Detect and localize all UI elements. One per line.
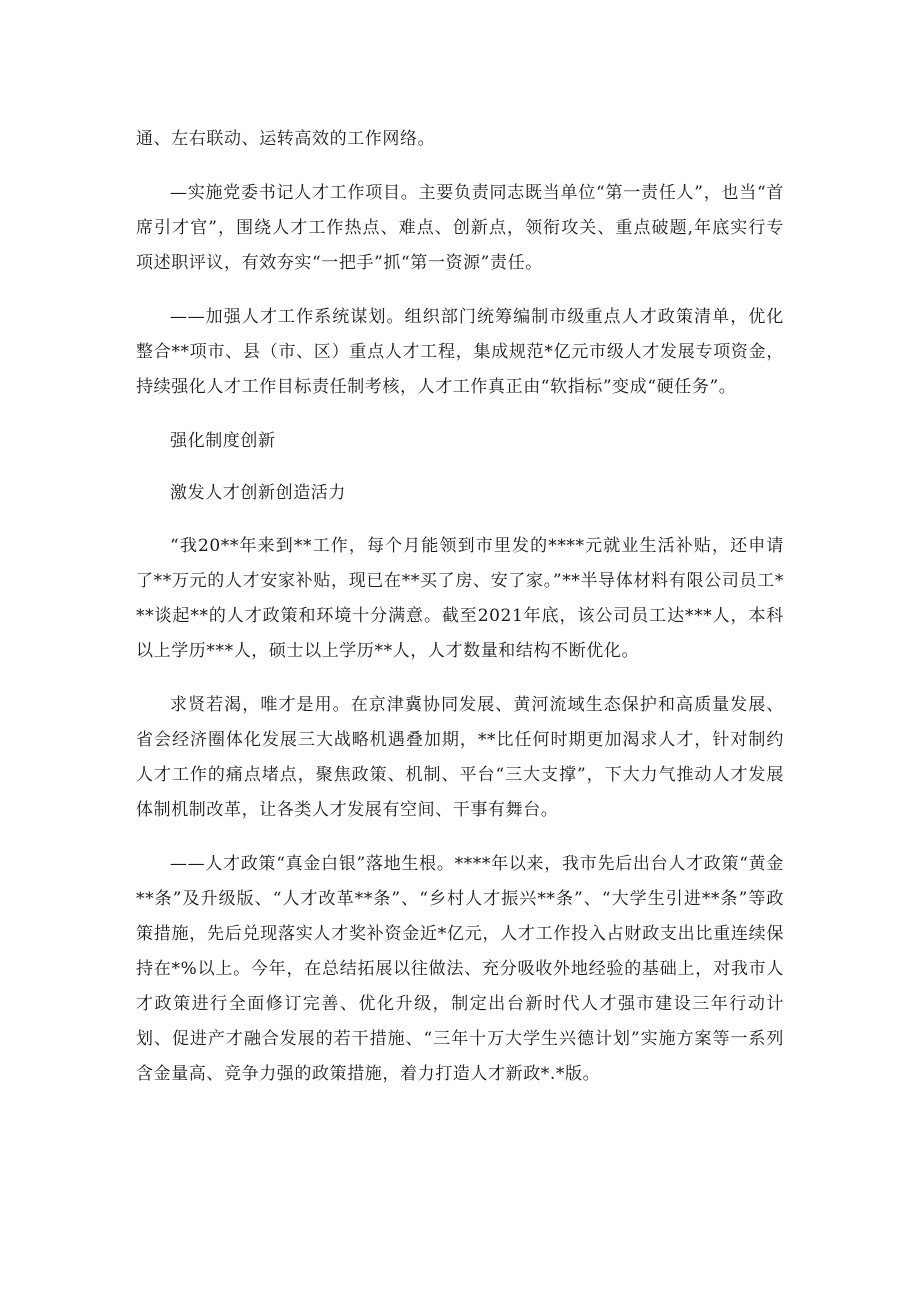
paragraph-party-secretary-project: —实施党委书记人才工作项目。主要负责同志既当单位“第一责任人”，也当“首席引才官”，围绕人才工作热点、难点、创新点，领衔攻关、重点破题,年底实行专项述职评议，有效夯实“一把手”抓“第一资源”责任。 xyxy=(136,183,784,273)
paragraph-talent-planning: ——加强人才工作系统谋划。组织部门统筹编制市级重点人才政策清单，优化整合**项市、县（市、区）重点人才工程，集成规范*亿元市级人才发展专项资金，持续强化人才工作目标责任制考核，人才工作真正由“软指标”变成“硬任务”。 xyxy=(136,307,784,397)
paragraph-employee-quote: “我20**年来到**工作，每个月能领到市里发的****元就业生活补贴，还申请了**万元的人才安家补贴，现已在**买了房、安了家。”**半导体材料有限公司员工***谈起**的人才政策和环境十分满意。截至2021年底，该公司员工达***人，本科以上学历***人，硕士以上学历**人，人才数量和结构不断优化。 xyxy=(136,536,784,661)
paragraph-talent-demand: 求贤若渴，唯才是用。在京津冀协同发展、黄河流域生态保护和高质量发展、省会经济圈体化发展三大战略机遇叠加期，**比任何时期更加渴求人才，针对制约人才工作的痛点堵点，聚焦政策、机制、平台“三大支撑”，下大力气推动人才发展体制机制改革，让各类人才发展有空间、干事有舞台。 xyxy=(136,695,784,820)
document-page xyxy=(136,122,784,1092)
paragraph-talent-policy: ——人才政策“真金白银”落地生根。****年以来，我市先后出台人才政策“黄金**条”及升级版、“人才改革**条”、“乡村人才振兴**条”、“大学生引进**条”等政策措施，先后兑现落实人才奖补资金近*亿元，人才工作投入占财政支出比重连续保持在*%以上。今年，在总结拓展以往做法、充分吸收外地经验的基础上，对我市人才政策进行全面修订完善、优化升级，制定出台新时代人才强市建设三年行动计划、促进产才融合发展的若干措施、“三年十万大学生兴德计划”实施方案等一系列含金量高、竞争力强的政策措施，着力打造人才新政*.*版。 xyxy=(136,854,784,1084)
paragraph-continuation: 通、左右联动、运转高效的工作网络。 xyxy=(136,129,436,149)
section-heading-institutional-innovation: 强化制度创新 xyxy=(170,431,276,451)
section-subheading-innovation-vitality: 激发人才创新创造活力 xyxy=(170,483,346,503)
